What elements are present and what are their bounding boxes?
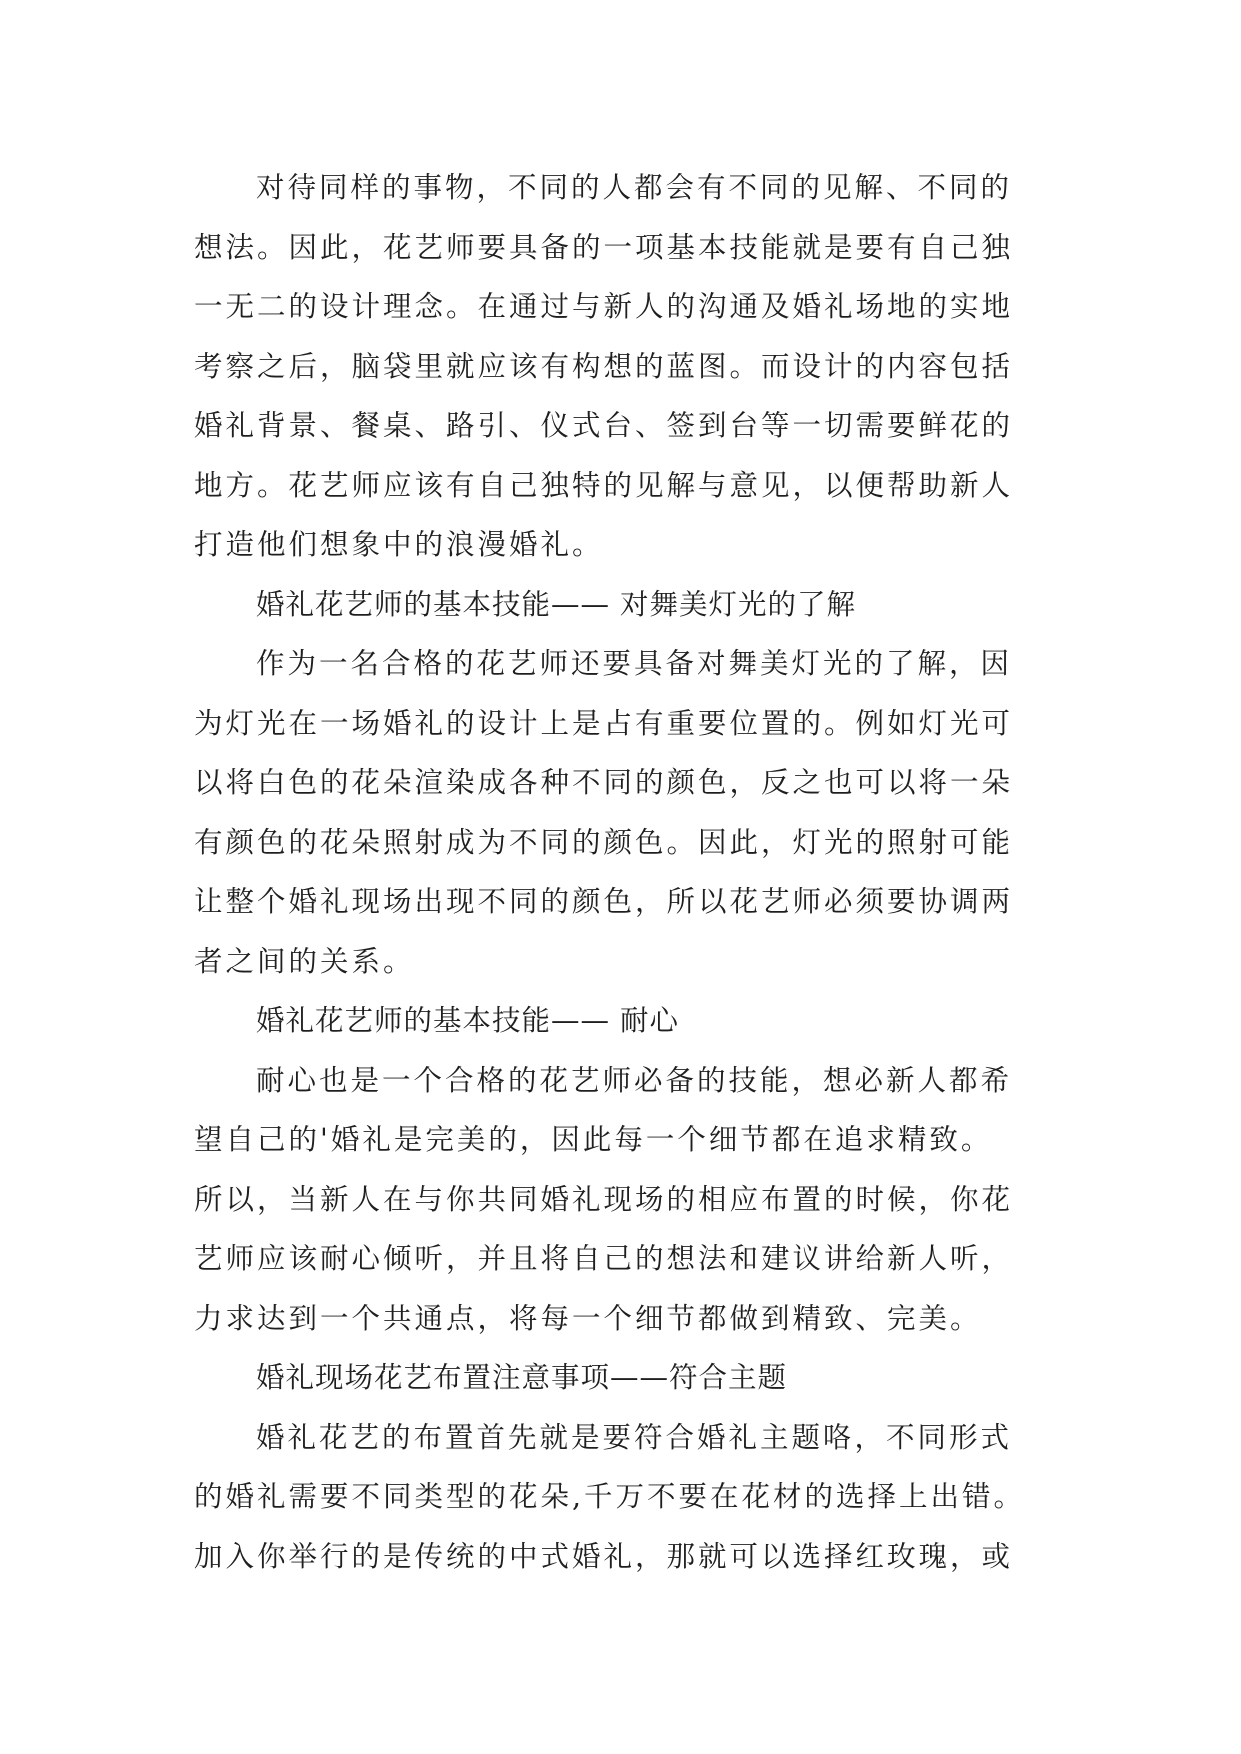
paragraph-line: 想法。因此，花艺师要具备的一项基本技能就是要有自己独: [194, 230, 1014, 264]
paragraph-line: 以将白色的花朵渲染成各种不同的颜色，反之也可以将一朵: [194, 766, 1014, 799]
paragraph-line: 考察之后，脑袋里就应该有构想的蓝图。而设计的内容包括: [194, 349, 1014, 383]
paragraph-line: 力求达到一个共通点，将每一个细节都做到精致、完美。: [194, 1301, 982, 1335]
paragraph-line: 作为一名合格的花艺师还要具备对舞美灯光的了解，因: [256, 647, 1013, 680]
paragraph-line: 一无二的设计理念。在通过与新人的沟通及婚礼场地的实地: [194, 290, 1014, 323]
paragraph-line: 者之间的关系。: [194, 944, 415, 978]
paragraph-line: 婚礼花艺的布置首先就是要符合婚礼主题咯，不同形式: [256, 1420, 1013, 1454]
paragraph-line: 为灯光在一场婚礼的设计上是占有重要位置的。例如灯光可: [194, 706, 1014, 740]
paragraph-line: 婚礼背景、餐桌、路引、仪式台、签到台等一切需要鲜花的: [194, 409, 1014, 442]
paragraph-line: 打造他们想象中的浪漫婚礼。: [194, 528, 604, 561]
paragraph-line: 望自己的'婚礼是完美的，因此每一个细节都在追求精致。: [194, 1123, 993, 1156]
paragraph-line: 耐心也是一个合格的花艺师必备的技能，想必新人都希: [256, 1063, 1013, 1097]
paragraph-line: 艺师应该耐心倾听，并且将自己的想法和建议讲给新人听，: [194, 1242, 1014, 1275]
paragraph-line: 让整个婚礼现场出现不同的颜色，所以花艺师必须要协调两: [194, 885, 1014, 918]
paragraph-line: 对待同样的事物，不同的人都会有不同的见解、不同的: [256, 171, 1013, 204]
section-heading: 婚礼现场花艺布置注意事项——符合主题: [256, 1361, 788, 1394]
paragraph-line: 加入你举行的是传统的中式婚礼，那就可以选择红玫瑰，或: [194, 1539, 1014, 1573]
paragraph-line: 的婚礼需要不同类型的花朵,千万不要在花材的选择上出错。: [194, 1480, 1026, 1513]
paragraph-line: 有颜色的花朵照射成为不同的颜色。因此，灯光的照射可能: [194, 825, 1014, 859]
paragraph-line: 所以，当新人在与你共同婚礼现场的相应布置的时候，你花: [194, 1182, 1014, 1216]
section-heading: 婚礼花艺师的基本技能—— 耐心: [256, 1004, 680, 1037]
section-heading: 婚礼花艺师的基本技能—— 对舞美灯光的了解: [256, 587, 857, 621]
document-body: [194, 158, 1060, 1586]
paragraph-line: 地方。花艺师应该有自己独特的见解与意见，以便帮助新人: [194, 468, 1014, 502]
